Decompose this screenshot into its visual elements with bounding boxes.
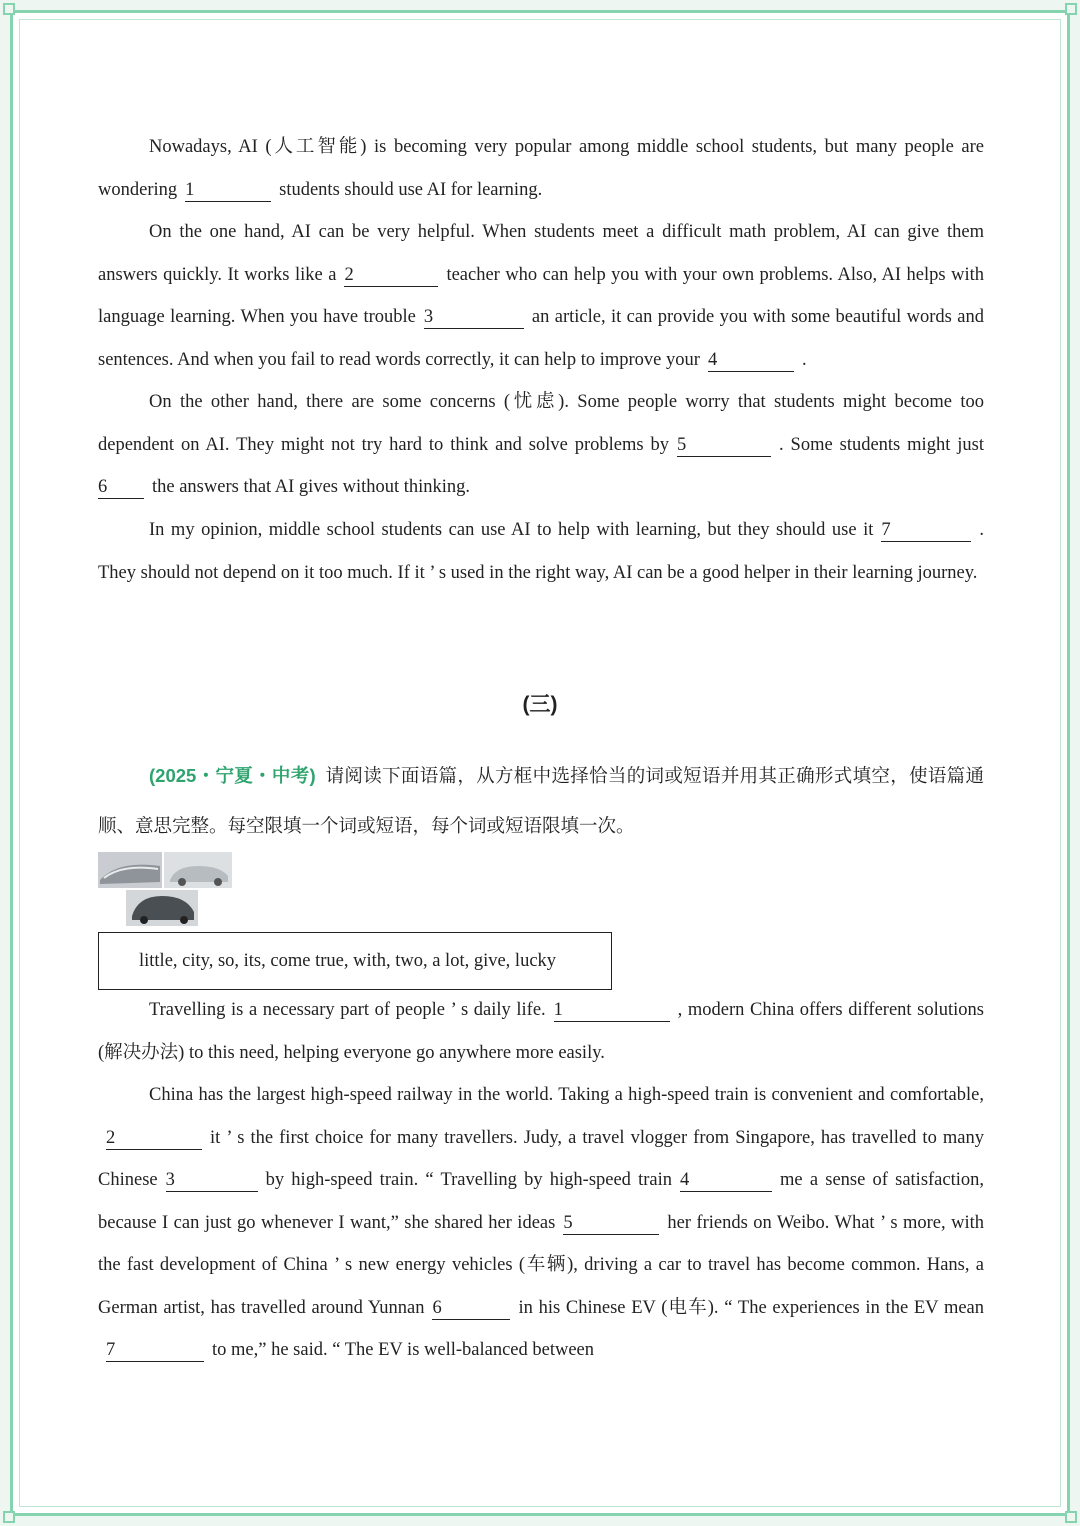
blank-4[interactable]: 4 <box>680 1169 772 1192</box>
blank-5[interactable]: 5 <box>563 1212 659 1235</box>
frame-corner <box>1065 1511 1077 1523</box>
travel-paragraph-2 <box>98 1074 984 1372</box>
paragraph-text: On the other hand, there are some concerns (忧虑). Some people worry that students might become too dependent on AI. They might not try hard to think and solve problems by <box>98 392 984 455</box>
instruction-text: 请阅读下面语篇，从方框中选择恰当的词或短语并用其正确形式填空，使语篇通顺、意思完整。每空限填一个词或短语，每个词或短语限填一次。 <box>98 767 984 837</box>
blank-1[interactable]: 1 <box>554 999 670 1022</box>
paragraph-text: . Some students might just <box>779 434 984 455</box>
blank-6[interactable]: 6 <box>98 476 144 499</box>
paragraph-text: . They should not depend on it too much. If it ’ s used in the right way, AI can be a good helper in their learning journey. <box>98 520 984 583</box>
section-title: (三) <box>522 693 558 716</box>
paragraph-text: it ’ s the first choice for many travellers. Judy, a travel vlogger from Singapore, has travelled to many Chinese <box>98 1127 984 1190</box>
blank-2[interactable]: 2 <box>106 1127 202 1150</box>
frame-corner <box>3 3 15 15</box>
paragraph-text: an article, it can provide you with some beautiful words and sentences. And when you fail to read words correctly, it can help to improve your <box>98 307 984 370</box>
ai-paragraph-4 <box>98 509 984 594</box>
paragraph-text: teacher who can help you with your own problems. Also, AI helps with language learning. When you have trouble <box>98 264 984 327</box>
paragraph-text: by high-speed train. “ Travelling by high-speed train <box>265 1170 673 1190</box>
paragraph-text: in his Chinese EV (电车). “ The experiences in the EV mean <box>518 1297 985 1318</box>
blank-2[interactable]: 2 <box>344 264 438 287</box>
blank-6[interactable]: 6 <box>432 1297 510 1320</box>
paragraph-text: her friends on Weibo. What ’ s more, with the fast development of China ’ s new energy vehicles (车辆), driving a car to travel has become common. Hans, a German artist, has travelled around Yunnan <box>98 1212 984 1318</box>
travel-paragraph-1 <box>98 989 984 1074</box>
ai-paragraph-2 <box>98 211 984 381</box>
paragraph-text: to me,” he said. “ The EV is well-balanced between <box>212 1340 595 1360</box>
paragraph-text: On the one hand, AI can be very helpful. When students meet a difficult math problem, AI can give them answers quickly. It works like a <box>98 222 984 285</box>
blank-1[interactable]: 1 <box>185 179 271 202</box>
frame-corner <box>1065 3 1077 15</box>
blank-3[interactable]: 3 <box>424 306 524 329</box>
paragraph-text: the answers that AI gives without thinking. <box>152 477 471 497</box>
paragraph-text: . <box>801 349 807 370</box>
paragraph-text: , modern China offers different solutions (解决办法) to this need, helping everyone go anywhere more easily. <box>98 1000 984 1063</box>
paragraph-text: In my opinion, middle school students can use AI to help with learning, but they should use it <box>149 520 874 540</box>
paragraph-text: China has the largest high-speed railway in the world. Taking a high-speed train is convenient and comfortable, <box>149 1085 984 1105</box>
instruction <box>98 751 984 852</box>
blank-7[interactable]: 7 <box>106 1339 204 1362</box>
paragraph-text: me a sense of satisfaction, because I can just go whenever I want,” she shared her ideas <box>98 1170 985 1233</box>
ai-paragraph-3 <box>98 381 984 509</box>
blank-5[interactable]: 5 <box>677 434 771 457</box>
paragraph-text: students should use AI for learning. <box>279 179 543 200</box>
blank-3[interactable]: 3 <box>166 1169 258 1192</box>
frame-corner <box>3 1511 15 1523</box>
paragraph-text: Nowadays, AI (人工智能) is becoming very popular among middle school students, but many people are wondering <box>98 137 984 200</box>
blank-7[interactable]: 7 <box>881 519 971 542</box>
paragraph-text: Travelling is a necessary part of people ’ s daily life. <box>149 1000 546 1020</box>
blank-4[interactable]: 4 <box>708 349 794 372</box>
ai-paragraph-1 <box>98 126 984 211</box>
vehicle-image <box>98 852 234 928</box>
word-bank-box: little, city, so, its, come true, with, two, a lot, give, lucky <box>98 932 612 990</box>
vehicle-illustration <box>98 852 234 928</box>
exam-source-tag: (2025・宁夏・中考) <box>149 765 316 786</box>
